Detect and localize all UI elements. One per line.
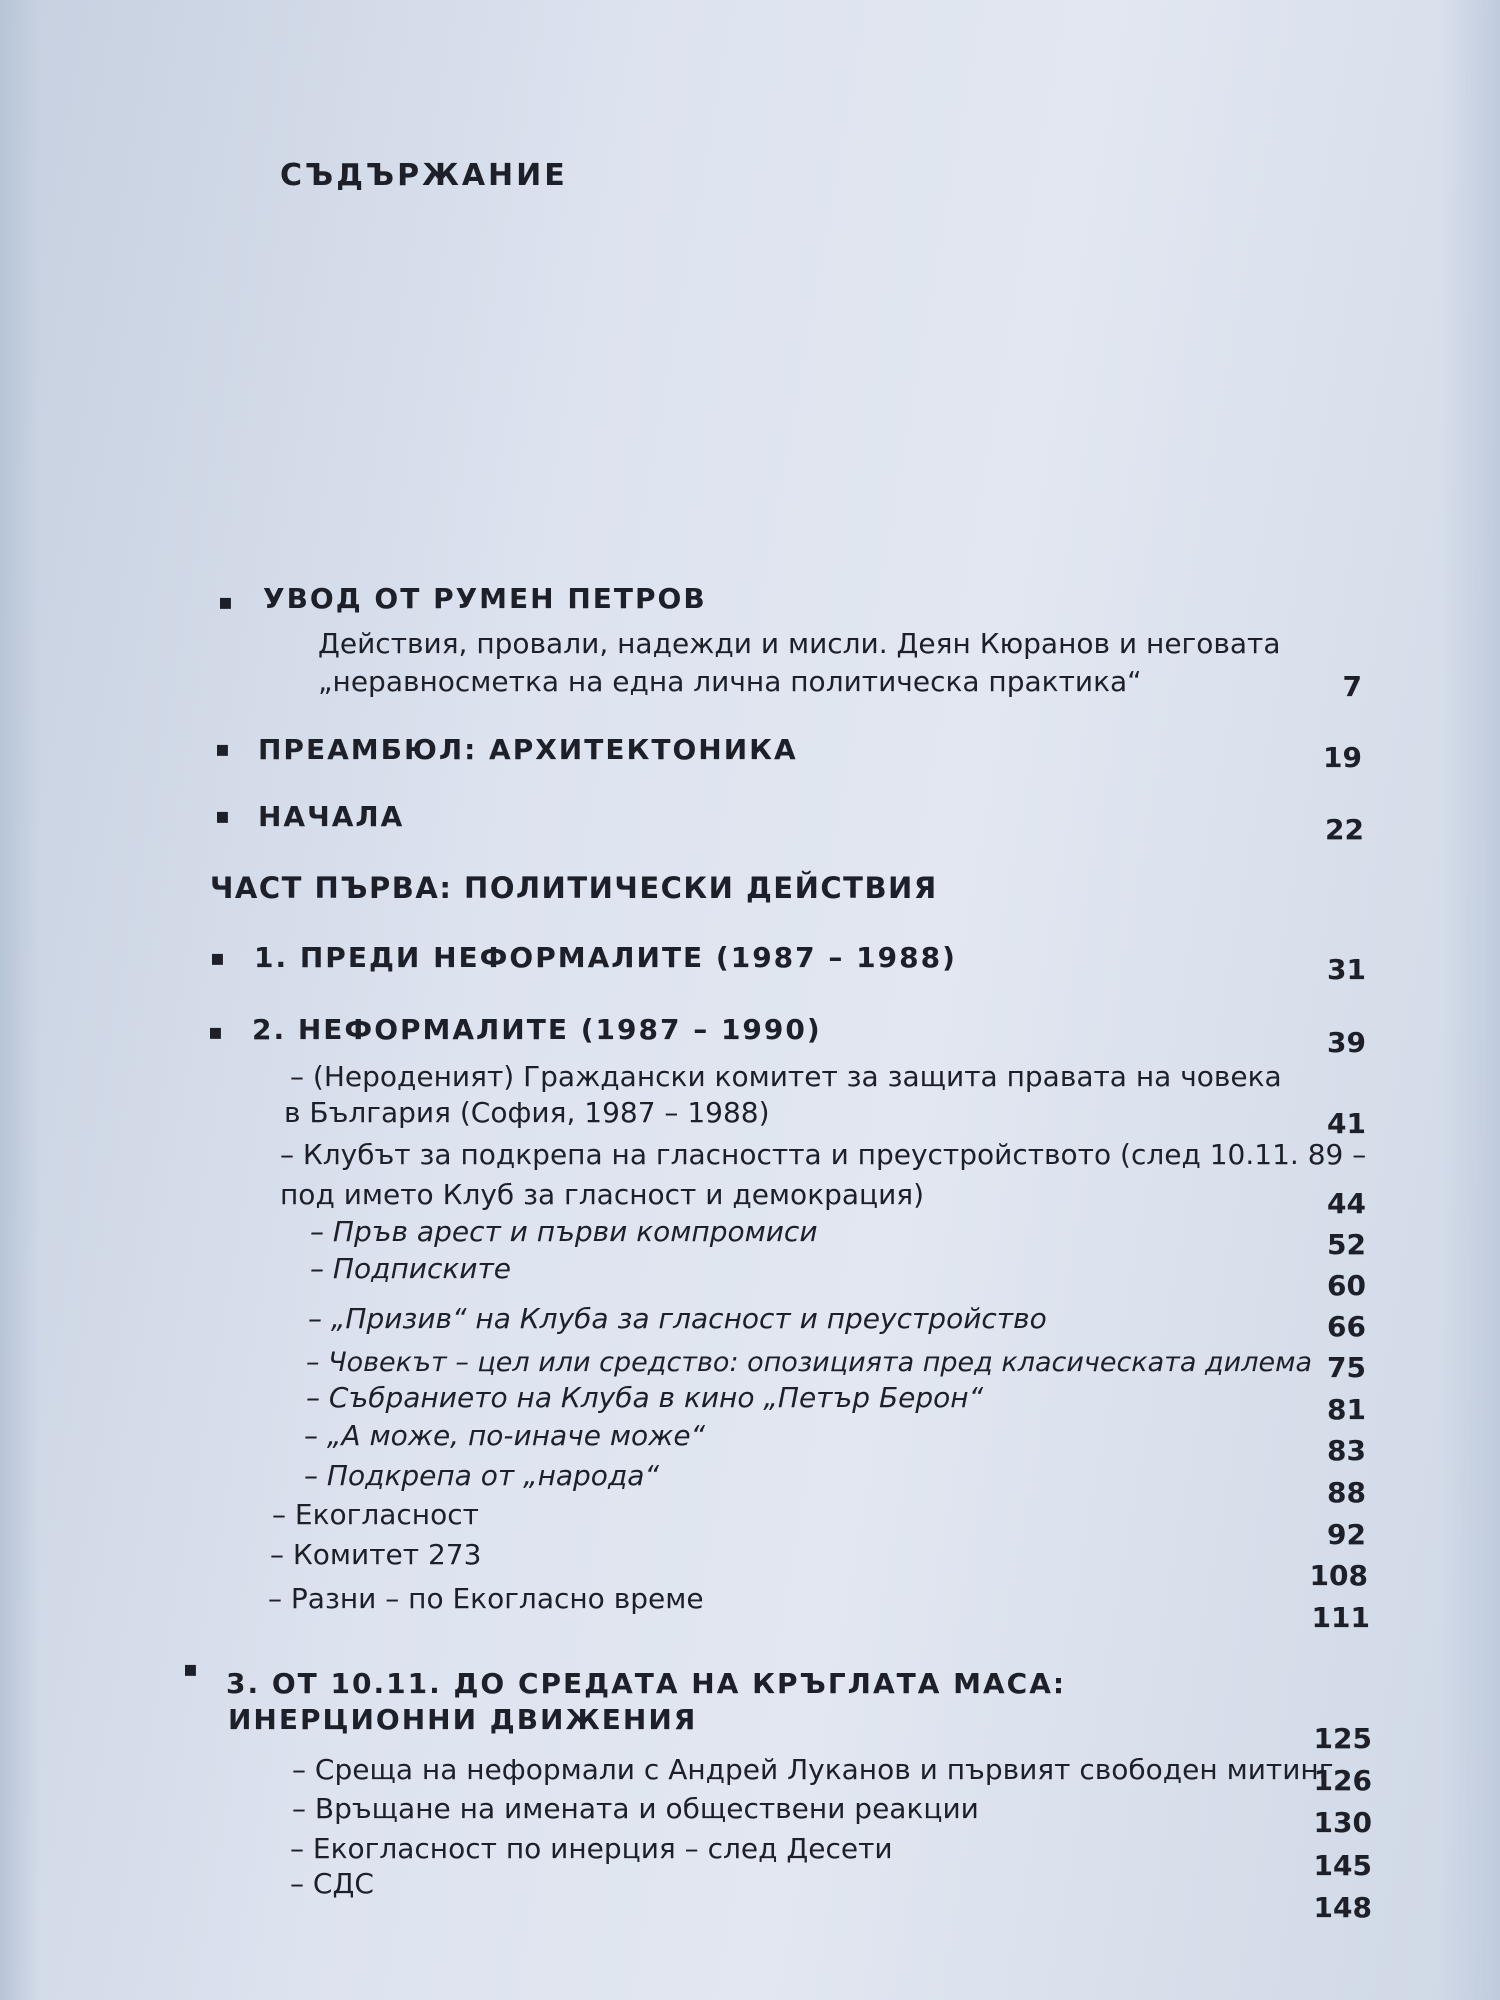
page-number: 66 bbox=[1327, 1310, 1366, 1343]
page-number: 130 bbox=[1313, 1806, 1372, 1839]
bullet-icon: ▪ bbox=[215, 737, 230, 762]
part-one-heading: ЧАСТ ПЪРВА: ПОЛИТИЧЕСКИ ДЕЙСТВИЯ bbox=[210, 871, 938, 905]
toc-entry: – Комитет 273 bbox=[270, 1538, 482, 1571]
page-number: 108 bbox=[1309, 1559, 1368, 1592]
bullet-icon: ▪ bbox=[215, 804, 230, 829]
page-number: 83 bbox=[1327, 1434, 1366, 1467]
toc-entry: – Среща на неформали с Андрей Луканов и първият свободен митинг bbox=[292, 1753, 1334, 1786]
page-number: 22 bbox=[1325, 813, 1364, 846]
toc-subentry: – Подкрепа от „народа“ bbox=[304, 1459, 659, 1492]
page-number: 148 bbox=[1313, 1891, 1372, 1924]
page-number: 145 bbox=[1313, 1849, 1372, 1882]
toc-subentry: – „Призив“ на Клуба за гласност и преустройство bbox=[308, 1302, 1047, 1335]
toc-entry-chapter-2: 2. НЕФОРМАЛИТЕ (1987 – 1990) bbox=[252, 1013, 822, 1046]
page-shadow-left bbox=[0, 0, 40, 2000]
toc-entry-committee-1: – (Неродeният) Граждански комитет за защита правата на човека bbox=[290, 1060, 1282, 1093]
bullet-icon: ▪ bbox=[208, 1020, 223, 1045]
page-number: 111 bbox=[1311, 1601, 1370, 1634]
page-number: 125 bbox=[1313, 1722, 1372, 1755]
page-number: 52 bbox=[1327, 1228, 1366, 1261]
bullet-icon: ▪ bbox=[183, 1657, 198, 1682]
toc-entry: – Разни – по Екогласно време bbox=[268, 1582, 704, 1615]
bullet-icon: ▪ bbox=[210, 946, 225, 971]
toc-entry: – Екогласност по инерция – след Десети bbox=[290, 1832, 893, 1865]
page-number: 92 bbox=[1327, 1518, 1366, 1551]
toc-entry-chapter-3-line1: 3. ОТ 10.11. ДО СРЕДАТА НА КРЪГЛАТА МАСА: bbox=[226, 1667, 1067, 1700]
toc-entry-chapter-1: 1. ПРЕДИ НЕФОРМАЛИТЕ (1987 – 1988) bbox=[254, 941, 957, 974]
toc-entry-club-2: под името Клуб за гласност и демокрация) bbox=[280, 1178, 925, 1211]
toc-entry-intro-subtitle-2: „неравносметка на една лична политическа практика“ bbox=[318, 665, 1142, 698]
toc-entry-club-1: – Клубът за подкрепа на гласността и преустройството (след 10.11. 89 – bbox=[280, 1138, 1367, 1171]
page-number: 88 bbox=[1327, 1476, 1366, 1509]
toc-subentry: – Човекът – цел или средство: опозицията пред класическата дилема bbox=[306, 1347, 1313, 1378]
page-number: 126 bbox=[1313, 1764, 1372, 1797]
toc-entry-chapter-3-line2: ИНЕРЦИОННИ ДВИЖЕНИЯ bbox=[228, 1703, 698, 1736]
page-number: 60 bbox=[1327, 1269, 1366, 1302]
page-number: 44 bbox=[1327, 1187, 1366, 1220]
page-number: 39 bbox=[1327, 1026, 1366, 1059]
toc-entry-preamble: ПРЕАМБЮЛ: АРХИТЕКТОНИКА bbox=[258, 733, 798, 766]
toc-subentry: – „А може, по-иначе може“ bbox=[304, 1419, 706, 1452]
toc-subentry: – Събранието на Клуба в кино „Петър Берон“ bbox=[306, 1381, 984, 1414]
toc-entry-intro: УВОД ОТ РУМЕН ПЕТРОВ bbox=[263, 582, 707, 615]
toc-entry: – Екогласност bbox=[272, 1498, 479, 1531]
toc-subentry: – Пръв арест и първи компромиси bbox=[310, 1215, 818, 1248]
toc-entry-committee-2: в България (София, 1987 – 1988) bbox=[284, 1096, 770, 1129]
toc-entry: – СДС bbox=[290, 1867, 374, 1900]
page-number: 31 bbox=[1327, 953, 1366, 986]
page-number: 41 bbox=[1327, 1107, 1366, 1140]
page-number: 75 bbox=[1327, 1351, 1366, 1384]
bullet-icon: ▪ bbox=[218, 590, 233, 615]
toc-subentry: – Подписките bbox=[310, 1252, 511, 1285]
page-shadow-right bbox=[1440, 0, 1500, 2000]
page-number: 19 bbox=[1323, 741, 1362, 774]
page-number: 7 bbox=[1342, 670, 1362, 703]
toc-entry: – Връщане на имената и обществени реакции bbox=[292, 1792, 979, 1825]
page-number: 81 bbox=[1327, 1393, 1366, 1426]
toc-heading: СЪДЪРЖАНИЕ bbox=[280, 158, 568, 193]
toc-entry-beginnings: НАЧАЛА bbox=[258, 800, 405, 833]
toc-entry-intro-subtitle-1: Действия, провали, надежди и мисли. Деян Кюранов и неговата bbox=[318, 627, 1281, 660]
